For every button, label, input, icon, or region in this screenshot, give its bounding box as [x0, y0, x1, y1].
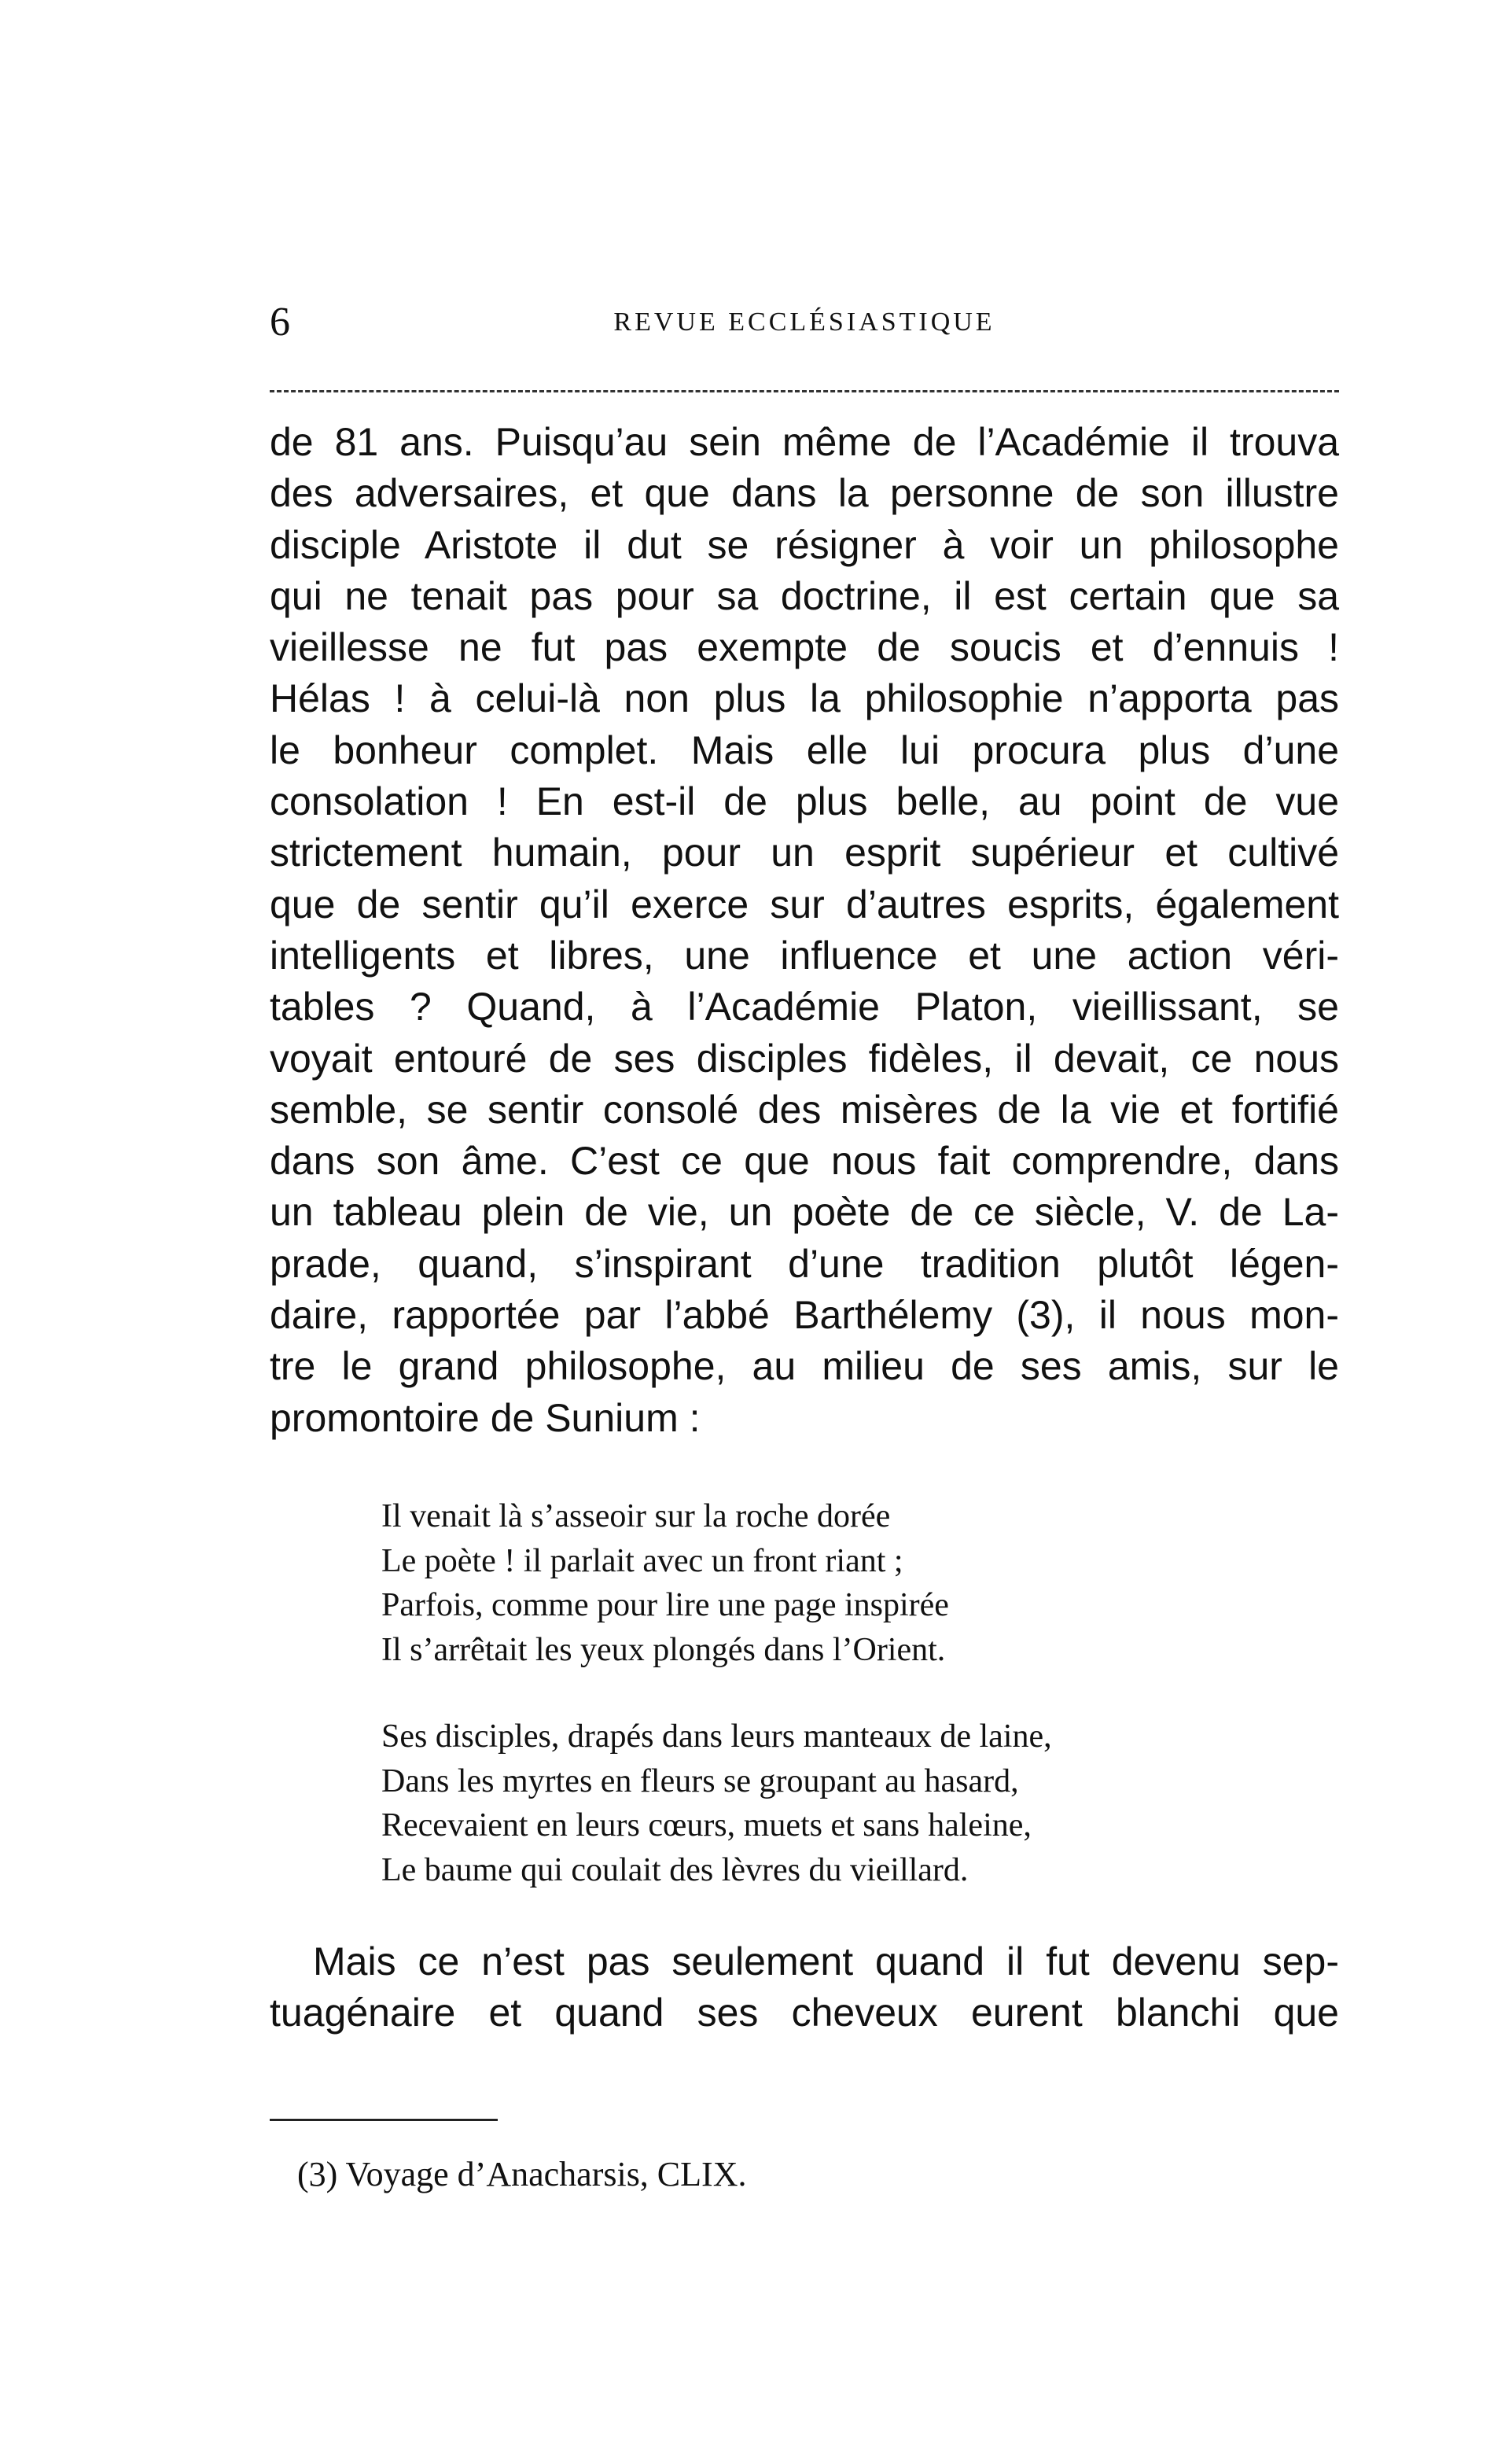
running-title: REVUE ECCLÉSIASTIQUE [613, 308, 995, 337]
text-line: Hélas ! à celui-là non plus la philosophie n’apporta pas [270, 676, 1339, 721]
text-line: tre le grand philosophe, au milieu de ses amis, sur le [270, 1344, 1339, 1389]
footnote-rule [270, 2119, 498, 2121]
text-line: promontoire de Sunium : [270, 1395, 701, 1440]
verse-line: Parfois, comme pour lire une page inspirée [381, 1587, 949, 1623]
text-line: que de sentir qu’il exerce sur d’autres esprits, également [270, 882, 1339, 926]
text-line: semble, se sentir consolé des misères de la vie et fortifié [270, 1087, 1339, 1132]
text-line: un tableau plein de vie, un poète de ce siècle, V. de La- [270, 1190, 1339, 1235]
closing-paragraph [270, 1936, 1339, 2039]
text-line: de 81 ans. Puisqu’au sein même de l’Académie il trouva [270, 420, 1339, 464]
text-line: prade, quand, s’inspirant d’une tradition plutôt légen- [270, 1241, 1339, 1286]
poem-stanza-2 [381, 1714, 1231, 1892]
header-rule [270, 390, 1339, 392]
text-line: dans son âme. C’est ce que nous fait comprendre, dans [270, 1139, 1339, 1184]
text-line: Mais ce n’est pas seulement quand il fut devenu sep- [313, 1939, 1339, 1983]
verse-line: Recevaient en leurs cœurs, muets et sans haleine, [381, 1807, 1032, 1843]
text-line: tuagénaire et quand ses cheveux eurent blanchi que [270, 1991, 1339, 2035]
page-header [270, 299, 1339, 362]
footnote: (3) Voyage d’Anacharsis, CLIX. [297, 2155, 747, 2193]
verse-line: Le poète ! il parlait avec un front riant ; [381, 1542, 903, 1579]
text-line: le bonheur complet. Mais elle lui procura plus d’une [270, 727, 1339, 772]
text-line: tables ? Quand, à l’Académie Platon, vieillissant, se [270, 985, 1339, 1029]
text-line: qui ne tenait pas pour sa doctrine, il est certain que sa [270, 573, 1339, 618]
poem-stanza-1 [381, 1494, 1231, 1672]
text-line: daire, rapportée par l’abbé Barthélemy (3), il nous mon- [270, 1293, 1339, 1338]
text-line: vieillesse ne fut pas exempte de soucis et d’ennuis ! [270, 625, 1339, 670]
verse-line: Il venait là s’asseoir sur la roche dorée [381, 1498, 891, 1534]
verse-line: Dans les myrtes en fleurs se groupant au hasard, [381, 1762, 1019, 1799]
verse-line: Il s’arrêtait les yeux plongés dans l’Orient. [381, 1631, 946, 1668]
text-line: disciple Aristote il dut se résigner à voir un philosophe [270, 522, 1339, 567]
page-number: 6 [270, 300, 290, 344]
text-line: consolation ! En est-il de plus belle, au point de vue [270, 779, 1339, 824]
text-line: voyait entouré de ses disciples fidèles, il devait, ce nous [270, 1036, 1339, 1081]
text-line: strictement humain, pour un esprit supérieur et cultivé [270, 831, 1339, 875]
text-line: intelligents et libres, une influence et une action véri- [270, 933, 1339, 978]
verse-line: Le baume qui coulait des lèvres du vieillard. [381, 1851, 969, 1888]
verse-line: Ses disciples, drapés dans leurs manteaux de laine, [381, 1718, 1052, 1755]
body-paragraph [270, 417, 1339, 1444]
text-line: des adversaires, et que dans la personne de son illustre [270, 471, 1339, 516]
